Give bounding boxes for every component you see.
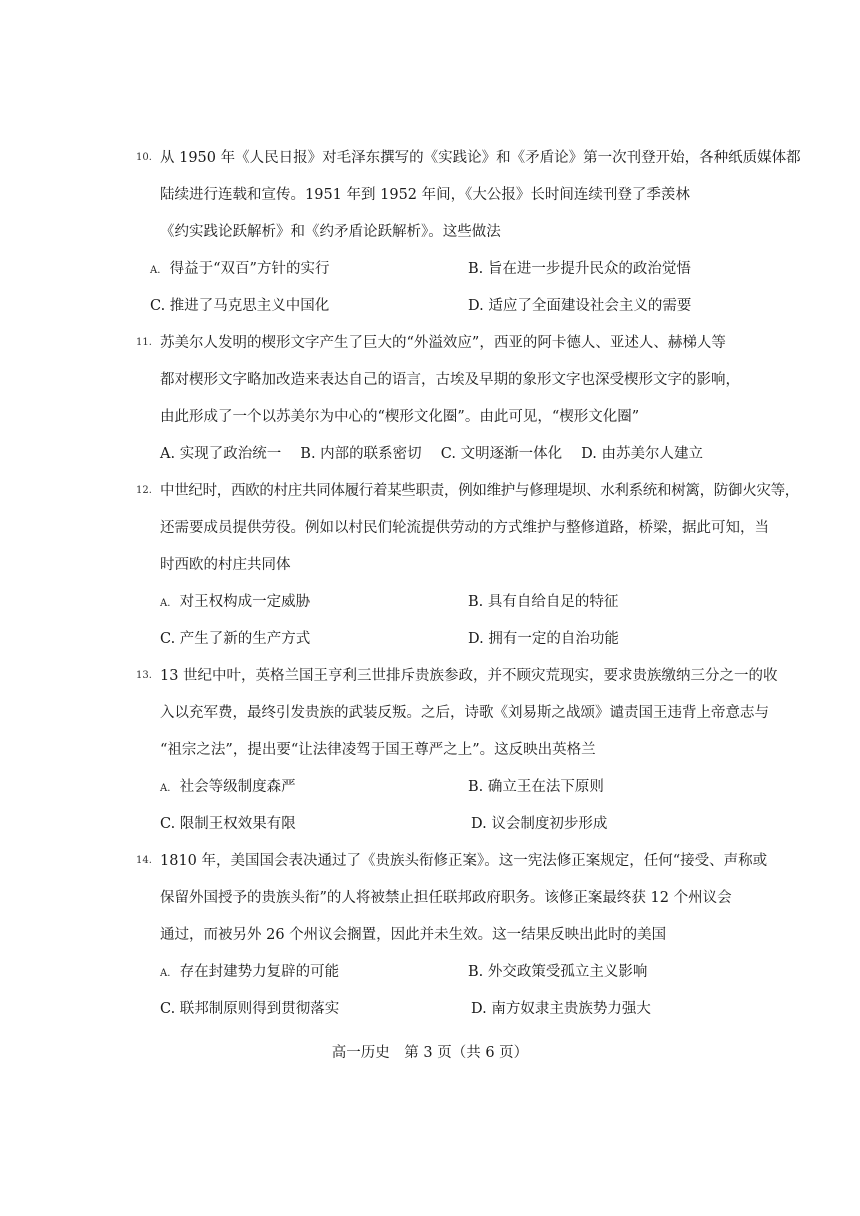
option-text: 产生了新的生产方式: [179, 631, 311, 647]
question-stem-line: 苏美尔人发明的楔形文字产生了巨大的“外溢效应”，西亚的阿卡德人、亚述人、赫梯人等: [160, 335, 726, 351]
question-number: 12.: [136, 485, 152, 496]
option-text: 存在封建势力复辟的可能: [179, 964, 340, 980]
question-stem-line: 通过，而被另外 26 个州议会搁置，因此并未生效。这一结果反映出此时的美国: [160, 927, 667, 943]
option-b: [468, 259, 691, 279]
question-stem-line: 还需要成员提供劳役。例如以村民们轮流提供劳动的方式维护与整修道路，桥梁，据此可知，当: [160, 520, 769, 536]
question-stem-line: 13 世纪中叶，英格兰国王亨利三世排斥贵族参政，并不顾灾荒现实，要求贵族缴纳三分之一的收: [160, 668, 778, 684]
option-letter: C.: [150, 298, 166, 314]
option-text: 限制王权效果有限: [179, 816, 296, 832]
option-a: [160, 592, 310, 614]
option-letter: A.: [160, 968, 171, 979]
page-footer: 高一历史 第 3 页（共 6 页）: [331, 1045, 529, 1061]
option-text: 联邦制原则得到贯彻落实: [179, 1001, 340, 1017]
option-text: 南方奴隶主贵族势力强大: [491, 1001, 651, 1017]
option-text: 对王权构成一定威胁: [179, 594, 311, 610]
question-stem-line: 时西欧的村庄共同体: [160, 557, 291, 573]
option-letter: B.: [468, 594, 484, 610]
option-letter: B.: [468, 261, 484, 277]
option-c: [150, 296, 329, 316]
option-letter: A.: [160, 783, 171, 794]
option-a: [160, 777, 296, 799]
option-text: 拥有一定的自治功能: [488, 631, 619, 647]
option-letter: D.: [468, 631, 484, 647]
option-letter: A.: [150, 265, 161, 276]
option-c: [160, 999, 339, 1019]
question-stem-line: 保留外国授予的贵族头衔”的人将被禁止担任联邦政府职务。该修正案最终获 12 个州议会: [160, 890, 732, 906]
question-stem-line: 陆续进行连载和宣传。1951 年到 1952 年间，《大公报》长时间连续刊登了季羡林: [160, 187, 690, 203]
option-text: 确立王在法下原则: [487, 779, 604, 795]
option-b: [468, 777, 604, 797]
option-d: [471, 814, 607, 834]
option-a: [160, 962, 339, 984]
option-text: 适应了全面建设社会主义的需要: [488, 298, 692, 314]
option-letter: D.: [471, 1001, 487, 1017]
option-text: 得益于“双百”方针的实行: [169, 261, 330, 277]
option-text: 旨在进一步提升民众的政治觉悟: [487, 261, 691, 277]
options-inline: A. 实现了政治统一 B. 内部的联系密切 C. 文明逐渐一体化 D. 由苏美尔人建立: [160, 446, 704, 462]
question-number: 13.: [136, 670, 152, 681]
option-c: [160, 629, 310, 649]
question-stem-line: 中世纪时，西欧的村庄共同体履行着某些职责，例如维护与修理堤坝、水利系统和树篱，防御火灾等，: [160, 483, 799, 499]
question-stem-line: 由此形成了一个以苏美尔为中心的“楔形文化圈”。由此可见，“楔形文化圈”: [160, 409, 640, 425]
question-stem-line: 1810 年，美国国会表决通过了《贵族头衔修正案》。这一宪法修正案规定，任何“接受、声称或: [160, 853, 768, 869]
question-number: 11.: [136, 337, 152, 348]
question-stem-line: “祖宗之法”，提出要“让法律凌驾于国王尊严之上”。这反映出英格兰: [160, 742, 596, 758]
option-text: 议会制度初步形成: [491, 816, 608, 832]
option-text: 具有自给自足的特征: [487, 594, 619, 610]
option-b: [468, 592, 618, 612]
option-letter: B.: [468, 964, 484, 980]
option-text: 外交政策受孤立主义影响: [487, 964, 648, 980]
option-letter: C.: [160, 816, 176, 832]
option-c: [160, 814, 296, 834]
option-d: [471, 999, 651, 1019]
option-letter: D.: [468, 298, 484, 314]
option-letter: A.: [160, 598, 171, 609]
option-letter: B.: [468, 779, 484, 795]
option-letter: D.: [471, 816, 487, 832]
question-number: 14.: [136, 855, 152, 866]
option-d: [468, 629, 619, 649]
option-text: 推进了马克思主义中国化: [169, 298, 330, 314]
question-stem-line: 都对楔形文字略加改造来表达自己的语言，古埃及早期的象形文字也深受楔形文字的影响，: [160, 372, 740, 388]
option-b: [468, 962, 647, 982]
option-d: [468, 296, 691, 316]
question-number: 10.: [136, 152, 152, 163]
option-letter: C.: [160, 631, 176, 647]
question-stem-line: 从 1950 年《人民日报》对毛泽东撰写的《实践论》和《矛盾论》第一次刊登开始，各种纸质媒体都: [160, 150, 801, 166]
option-text: 社会等级制度森严: [179, 779, 296, 795]
question-stem-line: 入以充军费，最终引发贵族的武装反叛。之后，诗歌《刘易斯之战颂》谴责国王违背上帝意志与: [160, 705, 769, 721]
option-a: [150, 259, 329, 281]
question-stem-line: 《约实践论跃解析》和《约矛盾论跃解析》。这些做法: [160, 224, 501, 240]
option-letter: C.: [160, 1001, 176, 1017]
